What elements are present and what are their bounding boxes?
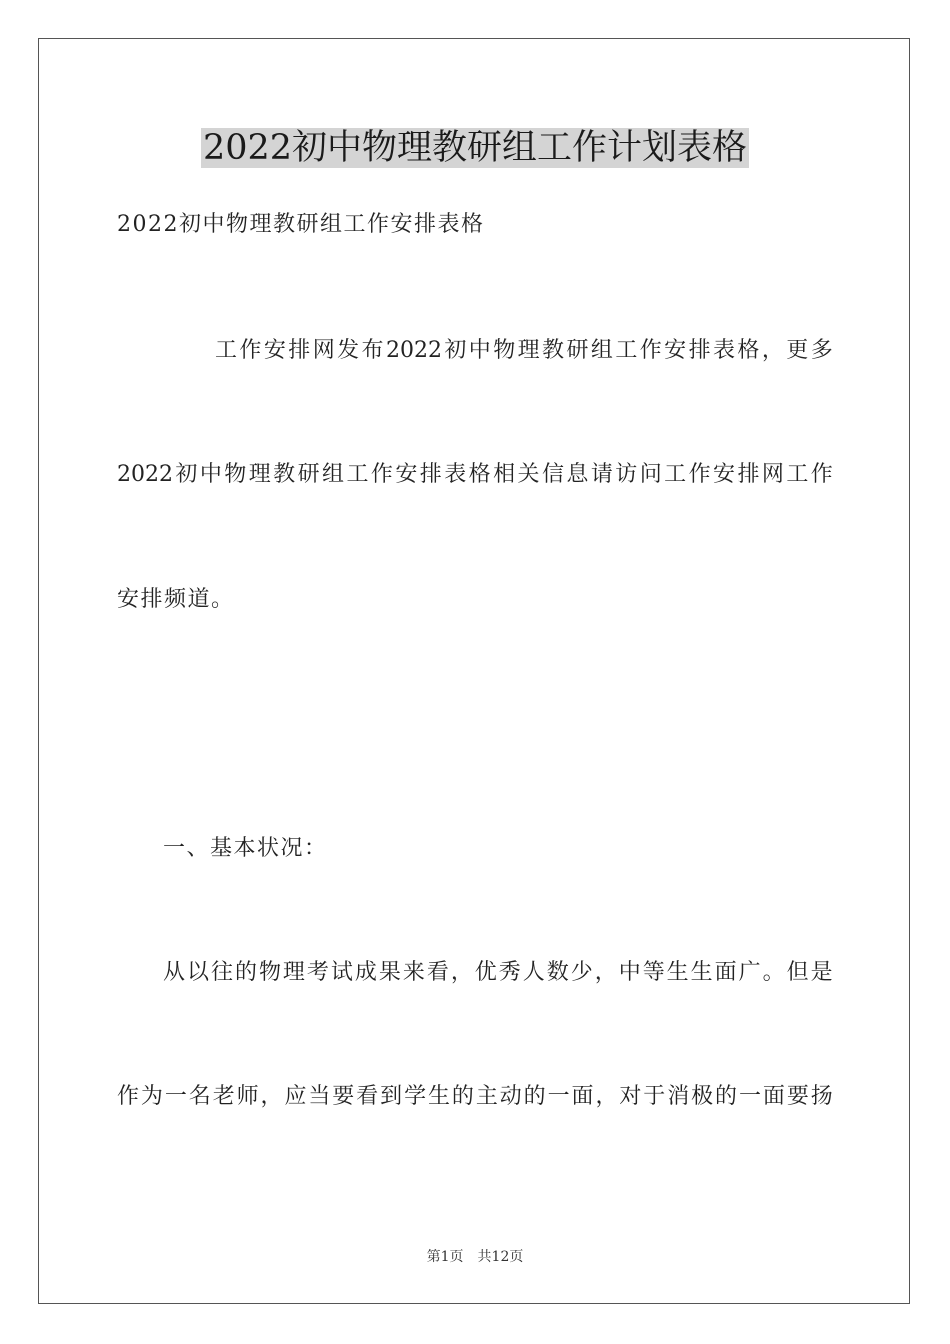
text-glyph: 面 bbox=[762, 1084, 785, 1109]
text-glyph: 对 bbox=[619, 1084, 642, 1109]
text-glyph: 学 bbox=[404, 1084, 427, 1109]
text-glyph: 少 bbox=[570, 960, 593, 985]
text-glyph: 物 bbox=[258, 960, 281, 985]
text-glyph: 生 bbox=[690, 960, 713, 985]
text-glyph: 作 bbox=[117, 1084, 140, 1109]
text-glyph: 排 bbox=[688, 338, 711, 363]
document-title-text: 2022初中物理教研组工作计划表格 bbox=[202, 128, 748, 168]
text-glyph: 面 bbox=[571, 1084, 594, 1109]
text-glyph: 表 bbox=[713, 338, 736, 363]
text-glyph: 2022 bbox=[385, 338, 442, 363]
text-glyph: ， bbox=[594, 960, 617, 985]
text-glyph: 往 bbox=[210, 960, 233, 985]
text-glyph: 物 bbox=[224, 462, 247, 487]
text-glyph: 于 bbox=[643, 1084, 666, 1109]
text-glyph: 作 bbox=[239, 338, 262, 363]
paragraph-2-line-1 bbox=[163, 958, 833, 988]
text-glyph: 息 bbox=[566, 462, 589, 487]
text-glyph: 一 bbox=[164, 1084, 187, 1109]
text-glyph: 应 bbox=[284, 1084, 307, 1109]
text-glyph: 一 bbox=[738, 1084, 761, 1109]
text-glyph: 安 bbox=[395, 462, 418, 487]
text-glyph: 格 bbox=[737, 338, 760, 363]
text-glyph: 作 bbox=[370, 462, 393, 487]
text-glyph: 考 bbox=[306, 960, 329, 985]
text-glyph: 作 bbox=[688, 462, 711, 487]
page-total: 共12页 bbox=[477, 1249, 524, 1265]
text-glyph: 生 bbox=[427, 1084, 450, 1109]
text-glyph: 优 bbox=[474, 960, 497, 985]
text-glyph: 研 bbox=[297, 462, 320, 487]
text-glyph: 布 bbox=[361, 338, 384, 363]
text-glyph: 更 bbox=[786, 338, 809, 363]
text-glyph: 人 bbox=[522, 960, 545, 985]
text-glyph: 排 bbox=[419, 462, 442, 487]
text-glyph: 请 bbox=[590, 462, 613, 487]
text-glyph: 2022 bbox=[117, 462, 173, 487]
text-glyph: ， bbox=[450, 960, 473, 985]
text-glyph: 但 bbox=[786, 960, 809, 985]
text-glyph: 信 bbox=[541, 462, 564, 487]
text-glyph: 表 bbox=[444, 462, 467, 487]
text-glyph: ， bbox=[595, 1084, 618, 1109]
text-glyph: 看 bbox=[426, 960, 449, 985]
text-glyph: 试 bbox=[330, 960, 353, 985]
text-glyph: 排 bbox=[737, 462, 760, 487]
text-glyph: 扬 bbox=[810, 1084, 833, 1109]
text-glyph: 为 bbox=[140, 1084, 163, 1109]
text-glyph: 要 bbox=[332, 1084, 355, 1109]
text-glyph: 是 bbox=[810, 960, 833, 985]
text-glyph: 网 bbox=[761, 462, 784, 487]
text-glyph: 格 bbox=[468, 462, 491, 487]
document-subtitle: 2022初中物理教研组工作安排表格 bbox=[117, 212, 485, 237]
text-glyph: 动 bbox=[499, 1084, 522, 1109]
text-glyph: 成 bbox=[354, 960, 377, 985]
text-glyph: 安 bbox=[713, 462, 736, 487]
text-glyph: 师 bbox=[236, 1084, 259, 1109]
text-glyph: 的 bbox=[234, 960, 257, 985]
text-glyph: 初 bbox=[175, 462, 198, 487]
text-glyph: 关 bbox=[517, 462, 540, 487]
text-glyph: 工 bbox=[664, 462, 687, 487]
text-glyph: 发 bbox=[337, 338, 360, 363]
document-title bbox=[0, 126, 950, 170]
paragraph-1-line-3: 安排频道。 bbox=[117, 587, 235, 612]
text-glyph: 极 bbox=[691, 1084, 714, 1109]
text-glyph: 理 bbox=[517, 338, 540, 363]
paragraph-2-line-2 bbox=[117, 1082, 833, 1112]
text-glyph: 果 bbox=[378, 960, 401, 985]
text-glyph: 来 bbox=[402, 960, 425, 985]
text-glyph: 的 bbox=[715, 1084, 738, 1109]
text-glyph: 安 bbox=[664, 338, 687, 363]
text-glyph: 一 bbox=[547, 1084, 570, 1109]
text-glyph: 排 bbox=[288, 338, 311, 363]
text-glyph: 教 bbox=[273, 462, 296, 487]
text-glyph: 要 bbox=[786, 1084, 809, 1109]
text-glyph: 生 bbox=[666, 960, 689, 985]
text-glyph: 多 bbox=[810, 338, 833, 363]
text-glyph: 问 bbox=[639, 462, 662, 487]
text-glyph: 组 bbox=[590, 338, 613, 363]
text-glyph: 作 bbox=[639, 338, 662, 363]
text-glyph: 工 bbox=[346, 462, 369, 487]
text-glyph: 主 bbox=[475, 1084, 498, 1109]
text-glyph: 的 bbox=[523, 1084, 546, 1109]
text-glyph: 广 bbox=[738, 960, 761, 985]
text-glyph: 教 bbox=[542, 338, 565, 363]
paragraph-1-line-2 bbox=[117, 460, 833, 490]
text-glyph: 安 bbox=[263, 338, 286, 363]
text-glyph: 中 bbox=[618, 960, 641, 985]
text-glyph: 网 bbox=[312, 338, 335, 363]
paragraph-1-line-1 bbox=[215, 336, 833, 366]
text-glyph: 物 bbox=[493, 338, 516, 363]
text-glyph: 组 bbox=[322, 462, 345, 487]
text-glyph: 理 bbox=[282, 960, 305, 985]
text-glyph: 工 bbox=[215, 338, 238, 363]
page-footer bbox=[0, 1248, 950, 1266]
text-glyph: 到 bbox=[380, 1084, 403, 1109]
text-glyph: 数 bbox=[546, 960, 569, 985]
text-glyph: 作 bbox=[810, 462, 833, 487]
text-glyph: 消 bbox=[667, 1084, 690, 1109]
text-glyph: 等 bbox=[642, 960, 665, 985]
text-glyph: 面 bbox=[714, 960, 737, 985]
text-glyph: 相 bbox=[493, 462, 516, 487]
text-glyph: 初 bbox=[444, 338, 467, 363]
text-glyph: 名 bbox=[188, 1084, 211, 1109]
text-glyph: 以 bbox=[186, 960, 209, 985]
page-number: 第1页 bbox=[426, 1249, 464, 1265]
text-glyph: 理 bbox=[248, 462, 271, 487]
text-glyph: 从 bbox=[163, 960, 186, 985]
text-glyph: 中 bbox=[468, 338, 491, 363]
section-heading-basic-status: 一、基本状况： bbox=[163, 836, 328, 861]
text-glyph: 工 bbox=[786, 462, 809, 487]
text-glyph: 当 bbox=[308, 1084, 331, 1109]
text-glyph: 的 bbox=[451, 1084, 474, 1109]
text-glyph: ， bbox=[761, 338, 784, 363]
text-glyph: ， bbox=[260, 1084, 283, 1109]
text-glyph: 老 bbox=[212, 1084, 235, 1109]
text-glyph: 中 bbox=[199, 462, 222, 487]
text-glyph: 访 bbox=[615, 462, 638, 487]
text-glyph: 。 bbox=[762, 960, 785, 985]
text-glyph: 看 bbox=[356, 1084, 379, 1109]
text-glyph: 工 bbox=[615, 338, 638, 363]
text-glyph: 研 bbox=[566, 338, 589, 363]
text-glyph: 秀 bbox=[498, 960, 521, 985]
